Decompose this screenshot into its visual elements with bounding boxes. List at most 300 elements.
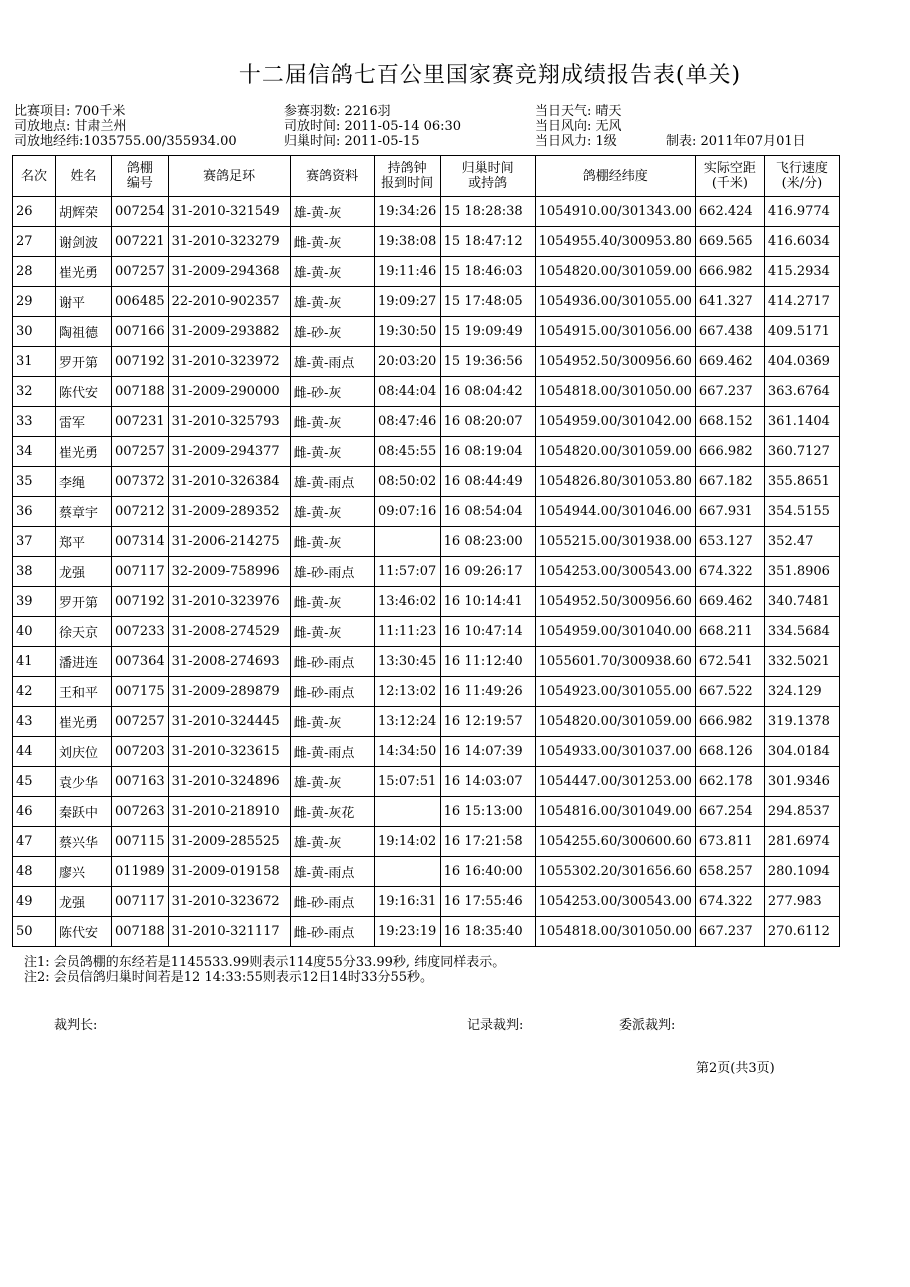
- cell-lonlat: 1054959.00/301040.00: [535, 617, 695, 647]
- cell-rank: 38: [13, 557, 56, 587]
- cell-return: 16 18:35:40: [440, 917, 535, 947]
- cell-rank: 27: [13, 227, 56, 257]
- cell-clock: 08:50:02: [374, 467, 440, 497]
- table-row: [13, 797, 840, 827]
- cell-loft: 007192: [112, 347, 169, 377]
- cell-name: 崔光勇: [56, 707, 112, 737]
- header-rank: 名次: [13, 156, 56, 197]
- cell-return: 16 08:19:04: [440, 437, 535, 467]
- cell-rank: 28: [13, 257, 56, 287]
- cell-ring: 31-2010-323972: [168, 347, 290, 377]
- cell-info: 雄-黄-灰: [290, 287, 374, 317]
- cell-return: 16 14:07:39: [440, 737, 535, 767]
- cell-loft: 007254: [112, 197, 169, 227]
- cell-speed: 280.1094: [764, 857, 839, 887]
- cell-loft: 007231: [112, 407, 169, 437]
- cell-speed: 416.6034: [764, 227, 839, 257]
- cell-speed: 294.8537: [764, 797, 839, 827]
- cell-ring: 31-2010-321117: [168, 917, 290, 947]
- cell-speed: 340.7481: [764, 587, 839, 617]
- cell-loft: 007163: [112, 767, 169, 797]
- cell-return: 16 08:54:04: [440, 497, 535, 527]
- cell-lonlat: 1054959.00/301042.00: [535, 407, 695, 437]
- table-row: [13, 527, 840, 557]
- cell-return: 15 17:48:05: [440, 287, 535, 317]
- cell-info: 雌-黄-雨点: [290, 737, 374, 767]
- cell-rank: 36: [13, 497, 56, 527]
- cell-loft: 007175: [112, 677, 169, 707]
- cell-name: 雷军: [56, 407, 112, 437]
- cell-lonlat: 1054936.00/301055.00: [535, 287, 695, 317]
- cell-ring: 31-2010-325793: [168, 407, 290, 437]
- table-row: [13, 197, 840, 227]
- cell-ring: 31-2010-323279: [168, 227, 290, 257]
- cell-rank: 41: [13, 647, 56, 677]
- cell-name: 龙强: [56, 887, 112, 917]
- cell-rank: 43: [13, 707, 56, 737]
- cell-rank: 49: [13, 887, 56, 917]
- cell-distance: 669.462: [695, 347, 764, 377]
- cell-distance: 667.931: [695, 497, 764, 527]
- cell-ring: 31-2010-324445: [168, 707, 290, 737]
- cell-distance: 667.237: [695, 917, 764, 947]
- cell-info: 雄-黄-灰: [290, 257, 374, 287]
- meta-middle: [284, 104, 461, 149]
- cell-lonlat: 1054952.50/300956.60: [535, 587, 695, 617]
- cell-speed: 351.8906: [764, 557, 839, 587]
- meta-made: 制表: 2011年07月01日: [666, 134, 806, 149]
- table-row: [13, 467, 840, 497]
- cell-speed: 414.2717: [764, 287, 839, 317]
- table-row: [13, 497, 840, 527]
- cell-clock: 19:38:08: [374, 227, 440, 257]
- table-row: [13, 737, 840, 767]
- cell-ring: 32-2009-758996: [168, 557, 290, 587]
- cell-ring: 31-2010-218910: [168, 797, 290, 827]
- cell-clock: 20:03:20: [374, 347, 440, 377]
- cell-clock: 15:07:51: [374, 767, 440, 797]
- cell-name: 蔡章宇: [56, 497, 112, 527]
- cell-distance: 674.322: [695, 887, 764, 917]
- header-distance: 实际空距 (千米): [695, 156, 764, 197]
- meta-count: 参赛羽数: 2216羽: [284, 104, 391, 119]
- header-info: 赛鸽资料: [290, 156, 374, 197]
- cell-clock: 19:11:46: [374, 257, 440, 287]
- cell-return: 16 08:44:49: [440, 467, 535, 497]
- meta-weather: 当日天气: 晴天: [535, 104, 622, 119]
- table-row: [13, 437, 840, 467]
- cell-loft: 007263: [112, 797, 169, 827]
- cell-info: 雄-砂-雨点: [290, 557, 374, 587]
- cell-info: 雌-黄-灰: [290, 527, 374, 557]
- cell-clock: 13:46:02: [374, 587, 440, 617]
- cell-speed: 416.9774: [764, 197, 839, 227]
- cell-ring: 31-2006-214275: [168, 527, 290, 557]
- cell-loft: 007188: [112, 377, 169, 407]
- cell-ring: 31-2009-293882: [168, 317, 290, 347]
- cell-clock: 08:45:55: [374, 437, 440, 467]
- cell-lonlat: 1054818.00/301050.00: [535, 917, 695, 947]
- cell-return: 16 08:23:00: [440, 527, 535, 557]
- table-row: [13, 887, 840, 917]
- cell-lonlat: 1054952.50/300956.60: [535, 347, 695, 377]
- cell-distance: 666.982: [695, 707, 764, 737]
- header-lonlat: 鸽棚经纬度: [535, 156, 695, 197]
- cell-ring: 31-2009-019158: [168, 857, 290, 887]
- cell-speed: 301.9346: [764, 767, 839, 797]
- cell-lonlat: 1054933.00/301037.00: [535, 737, 695, 767]
- results-table: [12, 155, 840, 947]
- cell-distance: 658.257: [695, 857, 764, 887]
- table-row: [13, 557, 840, 587]
- table-header-row: [13, 156, 840, 197]
- cell-name: 陶祖德: [56, 317, 112, 347]
- cell-clock: 19:14:02: [374, 827, 440, 857]
- cell-speed: 355.8651: [764, 467, 839, 497]
- cell-loft: 007257: [112, 707, 169, 737]
- cell-return: 16 15:13:00: [440, 797, 535, 827]
- cell-loft: 006485: [112, 287, 169, 317]
- meta-left: [14, 104, 237, 149]
- sign-chief: 裁判长:: [54, 1018, 98, 1033]
- cell-ring: 31-2009-285525: [168, 827, 290, 857]
- cell-return: 16 17:55:46: [440, 887, 535, 917]
- cell-loft: 007203: [112, 737, 169, 767]
- cell-ring: 31-2010-323976: [168, 587, 290, 617]
- table-row: [13, 857, 840, 887]
- cell-return: 16 08:04:42: [440, 377, 535, 407]
- cell-lonlat: 1054820.00/301059.00: [535, 257, 695, 287]
- cell-info: 雌-黄-灰: [290, 407, 374, 437]
- cell-return: 15 18:46:03: [440, 257, 535, 287]
- cell-rank: 44: [13, 737, 56, 767]
- cell-clock: 19:30:50: [374, 317, 440, 347]
- cell-name: 崔光勇: [56, 257, 112, 287]
- cell-speed: 360.7127: [764, 437, 839, 467]
- meta-wind-force: 当日风力: 1级: [535, 134, 617, 149]
- cell-name: 龙强: [56, 557, 112, 587]
- cell-distance: 669.565: [695, 227, 764, 257]
- cell-loft: 007115: [112, 827, 169, 857]
- cell-rank: 31: [13, 347, 56, 377]
- cell-info: 雄-黄-雨点: [290, 467, 374, 497]
- cell-rank: 26: [13, 197, 56, 227]
- cell-rank: 42: [13, 677, 56, 707]
- cell-rank: 37: [13, 527, 56, 557]
- cell-return: 16 12:19:57: [440, 707, 535, 737]
- cell-distance: 667.522: [695, 677, 764, 707]
- meta-wind-dir: 当日风向: 无风: [535, 119, 622, 134]
- table-row: [13, 587, 840, 617]
- cell-clock: 13:12:24: [374, 707, 440, 737]
- cell-return: 16 11:12:40: [440, 647, 535, 677]
- cell-info: 雌-砂-雨点: [290, 647, 374, 677]
- header-name: 姓名: [56, 156, 112, 197]
- cell-info: 雌-黄-灰: [290, 617, 374, 647]
- cell-info: 雄-砂-灰: [290, 317, 374, 347]
- cell-lonlat: 1054944.00/301046.00: [535, 497, 695, 527]
- cell-return: 16 16:40:00: [440, 857, 535, 887]
- cell-distance: 672.541: [695, 647, 764, 677]
- cell-loft: 007221: [112, 227, 169, 257]
- cell-ring: 22-2010-902357: [168, 287, 290, 317]
- cell-loft: 007314: [112, 527, 169, 557]
- cell-name: 陈代安: [56, 917, 112, 947]
- table-row: [13, 377, 840, 407]
- table-row: [13, 257, 840, 287]
- cell-clock: 11:11:23: [374, 617, 440, 647]
- cell-lonlat: 1054820.00/301059.00: [535, 437, 695, 467]
- cell-lonlat: 1054255.60/300600.60: [535, 827, 695, 857]
- cell-lonlat: 1054910.00/301343.00: [535, 197, 695, 227]
- cell-distance: 667.254: [695, 797, 764, 827]
- cell-lonlat: 1054923.00/301055.00: [535, 677, 695, 707]
- sign-delegate: 委派裁判:: [619, 1018, 676, 1033]
- cell-distance: 667.237: [695, 377, 764, 407]
- meta-release-time: 司放时间: 2011-05-14 06:30: [284, 119, 462, 134]
- cell-loft: 007188: [112, 917, 169, 947]
- cell-distance: 674.322: [695, 557, 764, 587]
- cell-speed: 270.6112: [764, 917, 839, 947]
- cell-rank: 32: [13, 377, 56, 407]
- table-row: [13, 287, 840, 317]
- cell-loft: 007364: [112, 647, 169, 677]
- cell-lonlat: 1054818.00/301050.00: [535, 377, 695, 407]
- cell-name: 罗开第: [56, 587, 112, 617]
- cell-speed: 363.6764: [764, 377, 839, 407]
- cell-loft: 007233: [112, 617, 169, 647]
- table-row: [13, 407, 840, 437]
- cell-distance: 668.126: [695, 737, 764, 767]
- cell-name: 陈代安: [56, 377, 112, 407]
- cell-distance: 669.462: [695, 587, 764, 617]
- cell-lonlat: 1055215.00/301938.00: [535, 527, 695, 557]
- table-row: [13, 827, 840, 857]
- cell-name: 郑平: [56, 527, 112, 557]
- cell-info: 雌-砂-灰: [290, 377, 374, 407]
- cell-rank: 39: [13, 587, 56, 617]
- cell-speed: 277.983: [764, 887, 839, 917]
- header-speed: 飞行速度 (米/分): [764, 156, 839, 197]
- cell-name: 崔光勇: [56, 437, 112, 467]
- cell-return: 16 08:20:07: [440, 407, 535, 437]
- header-return: 归巢时间 或持鸽: [440, 156, 535, 197]
- cell-distance: 653.127: [695, 527, 764, 557]
- cell-info: 雄-黄-灰: [290, 767, 374, 797]
- cell-loft: 007212: [112, 497, 169, 527]
- cell-lonlat: 1054253.00/300543.00: [535, 557, 695, 587]
- cell-return: 16 17:21:58: [440, 827, 535, 857]
- cell-loft: 007117: [112, 887, 169, 917]
- table-row: [13, 917, 840, 947]
- cell-clock: [374, 527, 440, 557]
- cell-distance: 668.211: [695, 617, 764, 647]
- cell-speed: 281.6974: [764, 827, 839, 857]
- cell-clock: 08:47:46: [374, 407, 440, 437]
- cell-info: 雄-黄-灰: [290, 497, 374, 527]
- cell-ring: 31-2009-289352: [168, 497, 290, 527]
- cell-return: 16 11:49:26: [440, 677, 535, 707]
- cell-return: 15 18:47:12: [440, 227, 535, 257]
- cell-speed: 304.0184: [764, 737, 839, 767]
- cell-lonlat: 1054447.00/301253.00: [535, 767, 695, 797]
- cell-distance: 667.182: [695, 467, 764, 497]
- cell-rank: 50: [13, 917, 56, 947]
- cell-speed: 334.5684: [764, 617, 839, 647]
- cell-ring: 31-2010-326384: [168, 467, 290, 497]
- page-number: 第2页(共3页): [696, 1061, 775, 1076]
- cell-ring: 31-2009-294377: [168, 437, 290, 467]
- cell-return: 16 09:26:17: [440, 557, 535, 587]
- cell-return: 16 10:47:14: [440, 617, 535, 647]
- cell-clock: 09:07:16: [374, 497, 440, 527]
- cell-name: 李绳: [56, 467, 112, 497]
- cell-return: 15 19:09:49: [440, 317, 535, 347]
- cell-clock: 08:44:04: [374, 377, 440, 407]
- table-row: [13, 227, 840, 257]
- table-row: [13, 707, 840, 737]
- cell-clock: 11:57:07: [374, 557, 440, 587]
- table-row: [13, 347, 840, 377]
- sign-recorder: 记录裁判:: [467, 1018, 524, 1033]
- cell-name: 蔡兴华: [56, 827, 112, 857]
- cell-name: 王和平: [56, 677, 112, 707]
- cell-info: 雌-砂-雨点: [290, 677, 374, 707]
- cell-clock: 19:34:26: [374, 197, 440, 227]
- cell-distance: 673.811: [695, 827, 764, 857]
- cell-name: 谢平: [56, 287, 112, 317]
- cell-return: 16 14:03:07: [440, 767, 535, 797]
- table-row: [13, 317, 840, 347]
- cell-ring: 31-2010-321549: [168, 197, 290, 227]
- cell-info: 雄-黄-雨点: [290, 347, 374, 377]
- cell-distance: 662.424: [695, 197, 764, 227]
- cell-rank: 29: [13, 287, 56, 317]
- cell-name: 秦跃中: [56, 797, 112, 827]
- table-row: [13, 617, 840, 647]
- cell-speed: 409.5171: [764, 317, 839, 347]
- cell-distance: 662.178: [695, 767, 764, 797]
- cell-info: 雌-黄-灰: [290, 227, 374, 257]
- cell-distance: 667.438: [695, 317, 764, 347]
- cell-clock: 13:30:45: [374, 647, 440, 677]
- cell-info: 雄-黄-雨点: [290, 857, 374, 887]
- cell-name: 廖兴: [56, 857, 112, 887]
- cell-lonlat: 1054820.00/301059.00: [535, 707, 695, 737]
- cell-rank: 46: [13, 797, 56, 827]
- cell-info: 雌-砂-雨点: [290, 887, 374, 917]
- cell-lonlat: 1054955.40/300953.80: [535, 227, 695, 257]
- cell-name: 潘进连: [56, 647, 112, 677]
- meta-coords: 司放地经纬:1035755.00/355934.00: [14, 134, 237, 149]
- notes: [24, 955, 505, 985]
- cell-info: 雌-砂-雨点: [290, 917, 374, 947]
- cell-return: 15 18:28:38: [440, 197, 535, 227]
- cell-speed: 354.5155: [764, 497, 839, 527]
- cell-rank: 30: [13, 317, 56, 347]
- cell-lonlat: 1055302.20/301656.60: [535, 857, 695, 887]
- meta-right: [535, 104, 622, 149]
- cell-loft: 007257: [112, 437, 169, 467]
- cell-name: 谢剑波: [56, 227, 112, 257]
- cell-name: 罗开第: [56, 347, 112, 377]
- cell-speed: 324.129: [764, 677, 839, 707]
- cell-speed: 332.5021: [764, 647, 839, 677]
- cell-rank: 33: [13, 407, 56, 437]
- cell-speed: 415.2934: [764, 257, 839, 287]
- cell-clock: [374, 797, 440, 827]
- header-clock: 持鸽钟 报到时间: [374, 156, 440, 197]
- cell-speed: 319.1378: [764, 707, 839, 737]
- cell-name: 胡辉荣: [56, 197, 112, 227]
- cell-info: 雄-黄-灰: [290, 197, 374, 227]
- cell-ring: 31-2009-294368: [168, 257, 290, 287]
- cell-return: 16 10:14:41: [440, 587, 535, 617]
- cell-lonlat: 1054915.00/301056.00: [535, 317, 695, 347]
- cell-distance: 666.982: [695, 437, 764, 467]
- cell-ring: 31-2009-289879: [168, 677, 290, 707]
- cell-clock: [374, 857, 440, 887]
- report-title: 十二届信鸽七百公里国家赛竞翔成绩报告表(单关): [238, 63, 742, 88]
- header-loft: 鸽棚 编号: [112, 156, 169, 197]
- cell-loft: 007192: [112, 587, 169, 617]
- meta-project: 比赛项目: 700千米: [14, 104, 126, 119]
- cell-info: 雌-黄-灰: [290, 437, 374, 467]
- cell-distance: 641.327: [695, 287, 764, 317]
- cell-rank: 35: [13, 467, 56, 497]
- cell-rank: 34: [13, 437, 56, 467]
- cell-loft: 011989: [112, 857, 169, 887]
- table-row: [13, 767, 840, 797]
- note-1: 注1: 会员鸽棚的东经若是1145533.99则表示114度55分33.99秒, 纬度同样表示。: [24, 955, 506, 970]
- cell-info: 雌-黄-灰: [290, 587, 374, 617]
- cell-name: 袁少华: [56, 767, 112, 797]
- cell-ring: 31-2010-323615: [168, 737, 290, 767]
- cell-clock: 14:34:50: [374, 737, 440, 767]
- cell-clock: 19:23:19: [374, 917, 440, 947]
- table-row: [13, 647, 840, 677]
- cell-return: 15 19:36:56: [440, 347, 535, 377]
- cell-ring: 31-2010-324896: [168, 767, 290, 797]
- cell-loft: 007257: [112, 257, 169, 287]
- cell-clock: 19:09:27: [374, 287, 440, 317]
- cell-speed: 404.0369: [764, 347, 839, 377]
- cell-ring: 31-2010-323672: [168, 887, 290, 917]
- cell-lonlat: 1054816.00/301049.00: [535, 797, 695, 827]
- cell-rank: 40: [13, 617, 56, 647]
- cell-speed: 352.47: [764, 527, 839, 557]
- cell-name: 徐天京: [56, 617, 112, 647]
- header-ring: 赛鸽足环: [168, 156, 290, 197]
- cell-ring: 31-2009-290000: [168, 377, 290, 407]
- cell-name: 刘庆位: [56, 737, 112, 767]
- cell-info: 雌-黄-灰花: [290, 797, 374, 827]
- table-body: [13, 197, 840, 947]
- meta-location: 司放地点: 甘肃兰州: [14, 119, 127, 134]
- table-row: [13, 677, 840, 707]
- cell-info: 雌-黄-灰: [290, 707, 374, 737]
- cell-rank: 45: [13, 767, 56, 797]
- cell-clock: 12:13:02: [374, 677, 440, 707]
- cell-rank: 47: [13, 827, 56, 857]
- cell-loft: 007372: [112, 467, 169, 497]
- cell-info: 雄-黄-灰: [290, 827, 374, 857]
- cell-lonlat: 1055601.70/300938.60: [535, 647, 695, 677]
- cell-loft: 007117: [112, 557, 169, 587]
- meta-return-time: 归巢时间: 2011-05-15: [284, 134, 420, 149]
- cell-lonlat: 1054253.00/300543.00: [535, 887, 695, 917]
- cell-rank: 48: [13, 857, 56, 887]
